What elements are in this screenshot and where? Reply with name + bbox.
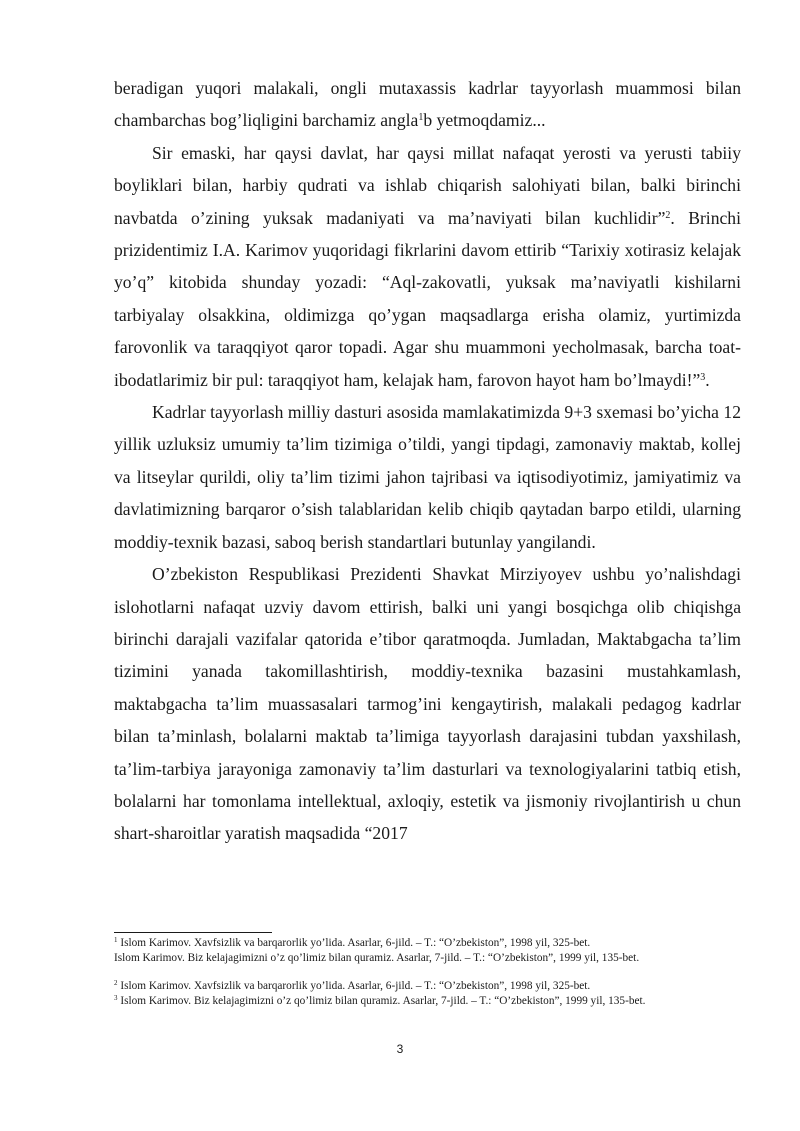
footnote-ref: 1 [418,112,424,124]
paragraph [114,396,741,558]
footnote-mark: 1 [114,936,118,944]
footnote-ref: 2 [665,209,671,221]
footnote-mark: 2 [114,979,118,988]
paragraph-text: O’zbekiston Respublikasi Prezidenti Shavkat Mirziyoyev ushbu yo’nalishdagi islohotlarni nafaqat uzviy davom ettirish, balki uni yangi bosqichga olib chiqishga birinchi darajali vazifalar qatorida e’tibor qaratmoqda. Jumladan, Maktabgacha ta’lim tizimini yanada takomillashtirish, moddiy-texnika bazasini mustahkamlash, maktabgacha ta’lim muassasalari tarmog’ini kengaytirish, malakali pedagog kadrlar bilan ta’minlash, bolalarni maktab ta’limiga tayyorlash darajasini tubdan yaxshilash, ta’lim-tarbiya jarayoniga zamonaviy ta’lim dasturlari va texnologiyalarini tatbiq etish, bolalarni har tomonlama intellektual, axloqiy, estetik va jismoniy rivojlantirish u chun shart-sharoitlar yaratish maqsadida “2017 [114,564,741,844]
footnote-text: Islom Karimov. Xavfsizlik va barqarorlik yo’lida. Asarlar, 6-jild. – T.: “O’zbekiston”, 1998 yil, 325-bet. [117,937,591,949]
footnote [114,994,741,1009]
footnote-mark: 3 [114,993,118,1002]
footnotes [114,936,741,1008]
paragraph-text: Sir emaski, har qaysi davlat, har qaysi millat nafaqat yerosti va yerusti tabiiy boyliklari bilan, harbiy qudrati va ishlab chiqarish salohiyati bilan, balki birinchi navbatda o’zining yuksak madaniyati va ma’naviyati bilan kuchlidir” [114,142,741,228]
page-number: 3 [396,1042,404,1056]
footnote-text: Islom Karimov. Biz kelajagimizni o’z qo’limiz bilan quramiz. Asarlar, 7-jild. – T.: “O’zbekiston”, 1999 yil, 135-bet. [117,994,646,1007]
footnote [114,951,741,966]
body-text [114,72,741,850]
paragraph-text: Kadrlar tayyorlash milliy dasturi asosida mamlakatimizda 9+3 sxemasi bo’yicha 12 yillik uzluksiz umumiy ta’lim tizimiga o’tildi, yangi tipdagi, zamonaviy maktab, kollej va litseylar qurildi, oliy ta’lim tizimi jahon tajribasi va iqtisodiyotimiz, jamiyatimiz va davlatimizning barqaror o’sish talablaridan kelib chiqib qaytadan barpo etildi, ularning moddiy-texnik bazasi, saboq berish standartlari butunlay yangilandi. [114,402,741,552]
paragraph-text: . [705,369,710,390]
paragraph-text: . Brinchi prizidentimiz I.A. Karimov yuqoridagi fikrlarini davom ettirib “Tarixiy xotirasiz kelajak yo’q” kitobida shunday yozadi: “Aql-zakovatli, yuksak ma’naviyatli kishilarni tarbiyalay olsakkina, oldimizga qo’ygan maqsadlarga erisha olamiz, yurtimizda farovonlik va taraqqiyot qaror topadi. Agar shu muammoni yecholmasak, barcha toat-ibodatlarimiz bir pul: taraqqiyot ham, kelajak ham, farovon hayot ham bo’lmaydi!” [114,207,741,390]
paragraph-text: b yetmoqdamiz... [423,110,546,131]
footnote-ref: 3 [700,371,706,383]
paragraph [114,558,741,850]
paragraph [114,72,741,137]
footnote [114,979,741,994]
paragraph [114,137,741,396]
footnote-text: Islom Karimov. Biz kelajagimizni o’z qo’limiz bilan quramiz. Asarlar, 7-jild. – T.: “O’zbekiston”, 1999 yil, 135-bet. [114,951,640,964]
footnote [114,936,741,951]
footnote-separator [114,932,272,933]
footnote-text: Islom Karimov. Xavfsizlik va barqarorlik yo’lida. Asarlar, 6-jild. – T.: “O’zbekiston”, 1998 yil, 325-bet. [117,980,591,993]
paragraph-text: beradigan yuqori malakali, ongli mutaxassis kadrlar tayyorlash muammosi bilan chambarchas bog’liqligini barchamiz angla [114,78,741,131]
